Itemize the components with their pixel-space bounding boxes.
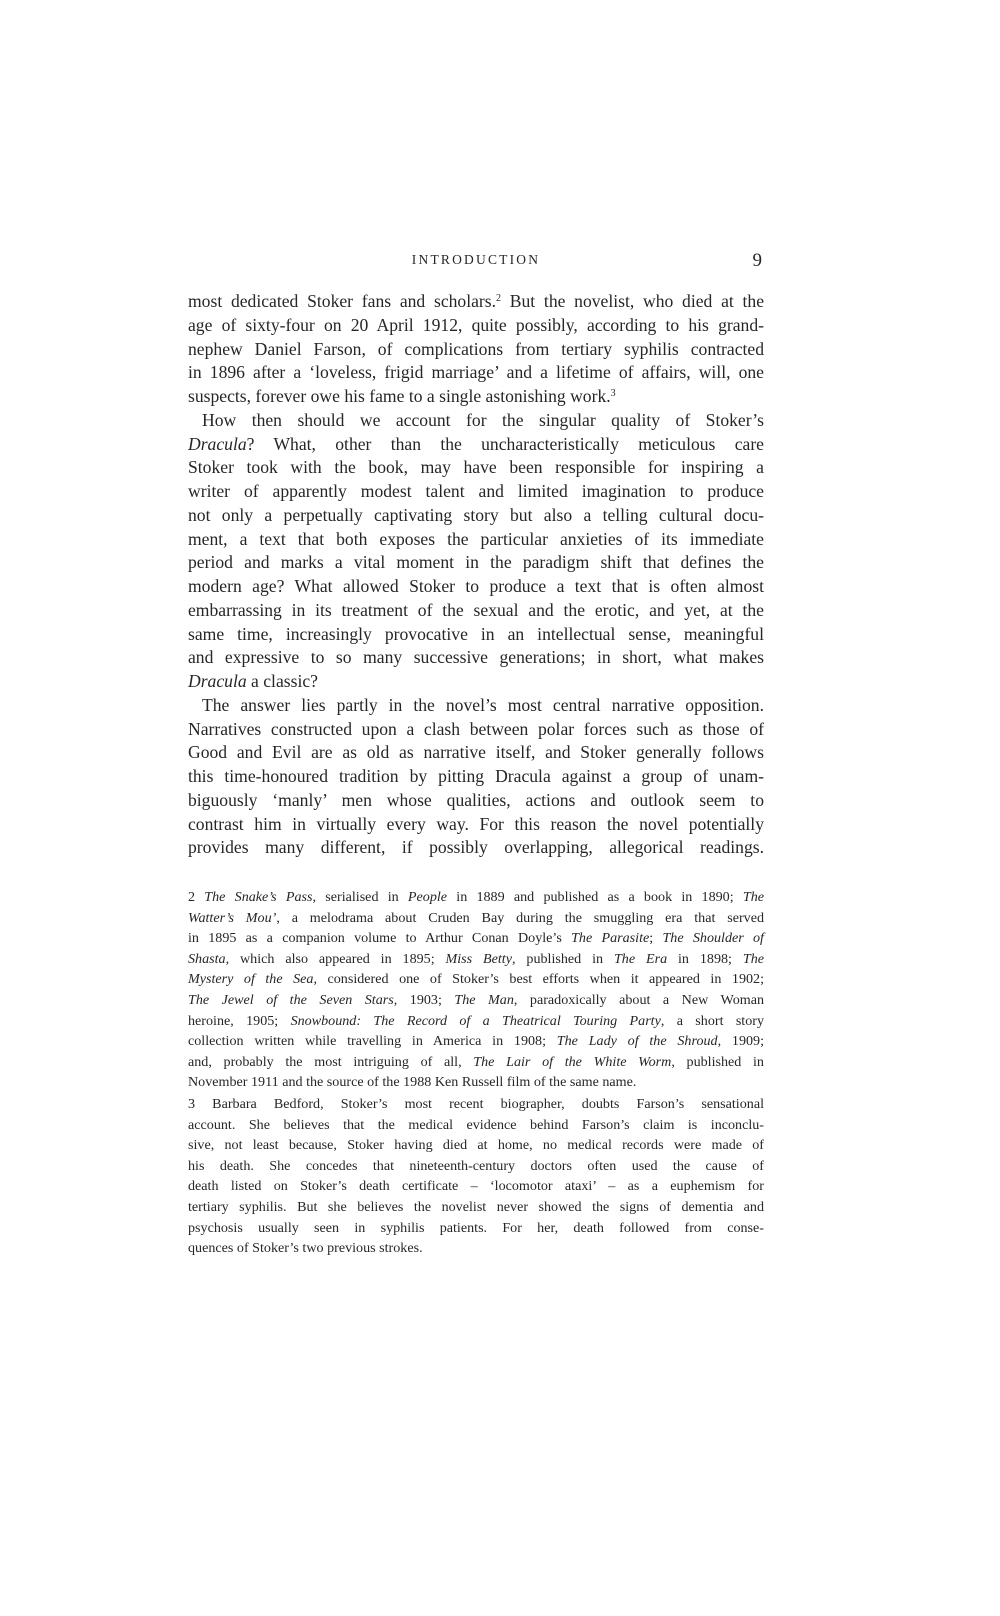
text-segment: in 1895 as a companion volume to Arthur Conan Doyle’s [188,930,572,947]
text-segment: in 1889 and published as a book in 1890; [447,889,743,905]
text-segment: sive, not least because, Stoker having died at home, no medical records were made of [188,1137,764,1154]
text-segment: , serialised in [312,889,408,905]
footnote-2 [188,887,764,1093]
italic-text: The Man [454,991,514,1008]
text-line [188,456,764,480]
text-segment: modern age? What allowed Stoker to produce a text that is often almost [188,576,764,596]
text-line [188,990,764,1011]
text-segment: , 1909; [717,1033,764,1050]
text-segment: tertiary syphilis. But she believes the novelist never showed the signs of dementia and [188,1198,764,1215]
italic-text: The Shoulder of [662,930,764,947]
italic-text: The Parasite [571,930,650,947]
text-segment: most dedicated Stoker fans and scholars. [188,291,497,311]
text-line [188,1011,764,1032]
italic-text: The Lair of the White Worm [473,1053,672,1070]
text-segment: , 1903; [393,991,455,1008]
text-segment: ? What, other than the uncharacteristically meticulous care [246,433,764,454]
text-line [188,290,764,314]
text-segment: writer of apparently modest talent and limited imagination to produce [188,481,764,501]
text-segment: heroine, 1905; [188,1012,291,1029]
text-segment: 2 [188,889,205,905]
italic-text: Mystery of the Sea [188,971,314,988]
text-segment: 3 Barbara Bedford, Stoker’s most recent biographer, doubts Farson’s sensational [188,1096,764,1112]
text-segment: psychosis usually seen in syphilis patients. For her, death followed from conse- [188,1219,764,1236]
text-line [188,718,764,742]
body-text [188,290,764,860]
text-segment: , a short story [660,1012,765,1029]
running-head [188,250,764,272]
italic-text: The Snake’s Pass [204,889,313,905]
text-line [188,1052,764,1073]
text-line [188,694,764,718]
text-line [188,765,764,789]
text-segment: November 1911 and the source of the 1988 Ken Russell film of the same name. [188,1074,637,1091]
text-line [188,433,764,457]
text-segment: in 1898; [667,950,743,967]
text-line [188,528,764,552]
text-segment: his death. She concedes that nineteenth-century doctors often used the cause of [188,1157,764,1174]
text-segment: , considered one of Stoker’s best efforts when it appeared in 1902; [313,971,764,988]
text-segment: account. She believes that the medical evidence behind Farson’s claim is inconclu- [188,1116,764,1133]
text-line [188,670,764,694]
text-segment: ; [649,930,663,947]
text-line [188,385,764,409]
text-line [188,836,764,860]
text-line [188,789,764,813]
text-line [188,623,764,647]
text-segment: The answer lies partly in the novel’s most central narrative opposition. [202,694,764,715]
text-segment: biguously ‘manly’ men whose qualities, actions and outlook seem to [188,789,764,810]
text-segment: age of sixty-four on 20 April 1912, quite possibly, according to his grand- [188,314,764,335]
italic-text: The [742,889,764,905]
page-number: 9 [752,250,762,271]
text-segment: quences of Stoker’s two previous strokes. [188,1240,423,1257]
text-segment: period and marks a vital moment in the paradigm shift that defines the [188,552,764,573]
text-line [188,1197,764,1218]
text-line [188,813,764,837]
text-segment: and, probably the most intriguing of all, [188,1053,474,1070]
text-segment: , published in [511,950,614,967]
text-segment: Narratives constructed upon a clash between polar forces such as those of [188,718,764,739]
italic-text: Dracula [188,433,247,454]
text-line [188,1218,764,1239]
text-line [188,575,764,599]
text-segment: a classic? [246,671,318,691]
text-line [188,504,764,528]
text-line [188,1156,764,1177]
text-segment: embarrassing in its treatment of the sexual and the erotic, and yet, at the [188,599,764,620]
running-head-title: INTRODUCTION [411,252,541,267]
italic-text: People [407,889,448,905]
text-segment: But the novelist, who died at the [501,291,765,311]
text-segment: same time, increasingly provocative in an intellectual sense, meaningful [188,623,764,644]
text-segment: , which also appeared in 1895; [225,950,446,967]
italic-text: Shasta [188,950,226,967]
text-segment: collection written while travelling in America in 1908; [188,1033,557,1050]
text-segment: How then should we account for the singular quality of Stoker’s [202,409,764,430]
text-line [188,409,764,433]
text-line [188,1238,764,1259]
text-segment: contrast him in virtually every way. For this reason the novel potentially [188,813,764,834]
text-line [188,949,764,970]
text-line [188,551,764,575]
text-line [188,599,764,623]
text-segment: , a melodrama about Cruden Bay during the smuggling era that served [276,909,764,926]
footnote-ref: 3 [610,388,616,399]
text-line [188,361,764,385]
text-line [188,908,764,929]
italic-text: The Era [613,950,668,967]
text-line [188,741,764,765]
italic-text: Snowbound: The Record of a Theatrical Touring Party [290,1012,661,1029]
text-segment: , paradoxically about a New Woman [513,991,765,1008]
footnote-ref: 2 [496,293,502,304]
italic-text: The [742,950,764,967]
text-line [188,1031,764,1052]
text-line [188,1176,764,1197]
text-line [188,314,764,338]
text-line [188,1135,764,1156]
text-line [188,1072,764,1093]
italic-text: The Jewel of the Seven Stars [188,991,394,1008]
text-segment: this time-honoured tradition by pitting Dracula against a group of unam- [188,766,764,786]
text-line [188,887,764,908]
italic-text: Dracula [188,671,247,691]
text-line [188,338,764,362]
text-line [188,480,764,504]
text-line [188,1115,764,1136]
text-line [188,969,764,990]
italic-text: Miss Betty [445,950,512,967]
text-line [188,928,764,949]
text-segment: provides many different, if possibly overlapping, allegorical readings. [188,837,764,858]
text-segment: in 1896 after a ‘loveless, frigid marriage’ and a lifetime of affairs, will, one [188,362,764,383]
text-line [188,646,764,670]
text-segment: and expressive to so many successive generations; in short, what makes [188,647,764,668]
text-segment: death listed on Stoker’s death certificate – ‘locomotor ataxi’ – as a euphemism for [188,1178,764,1195]
text-line [188,1094,764,1115]
text-segment: Stoker took with the book, may have been responsible for inspiring a [188,457,764,478]
text-segment: not only a perpetually captivating story but also a telling cultural docu- [188,504,764,525]
text-segment: , published in [671,1053,764,1070]
italic-text: Watter’s Mou’ [188,909,277,926]
text-segment: ment, a text that both exposes the particular anxieties of its immediate [188,528,764,549]
text-segment: suspects, forever owe his fame to a single astonishing work. [188,386,611,406]
italic-text: The Lady of the Shroud [556,1033,718,1050]
text-segment: nephew Daniel Farson, of complications from tertiary syphilis contracted [188,338,764,359]
text-segment: Good and Evil are as old as narrative itself, and Stoker generally follows [188,742,764,763]
footnote-3 [188,1094,764,1259]
